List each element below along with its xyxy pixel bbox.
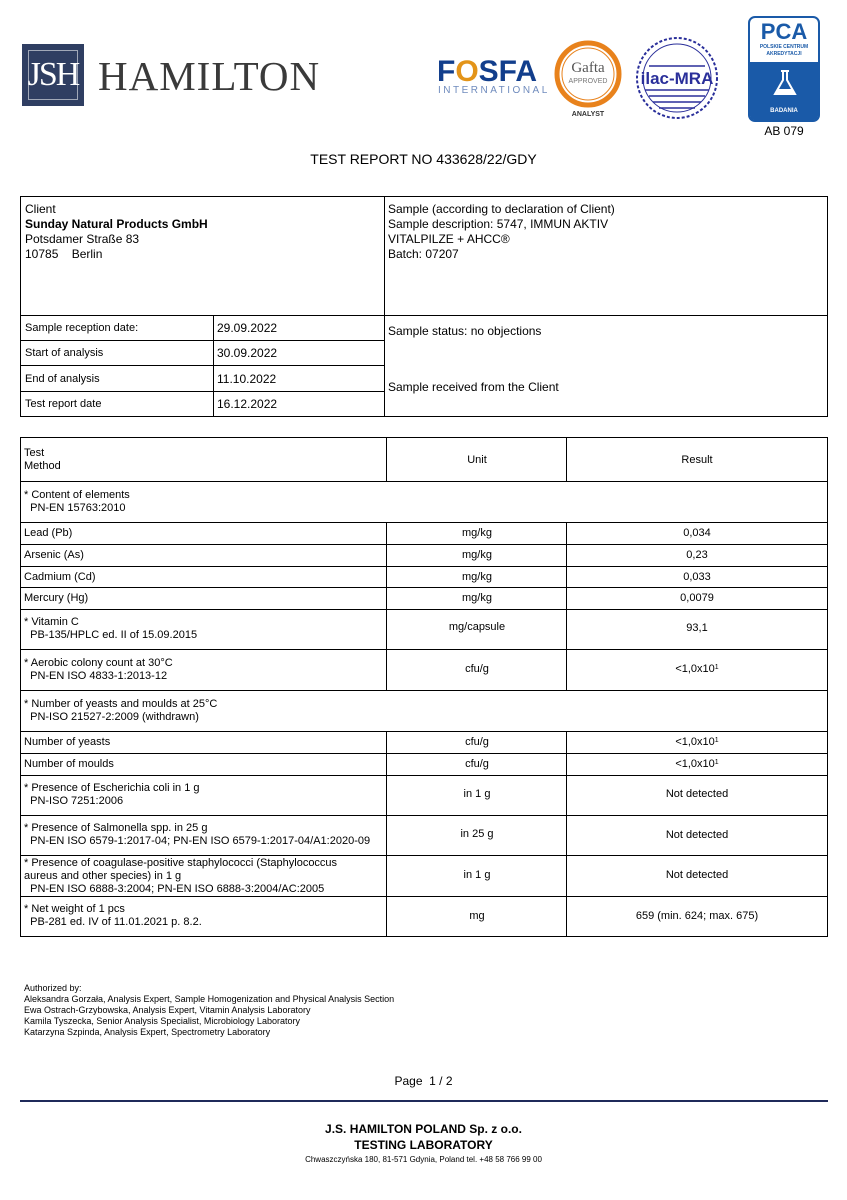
aerobic-name: * Aerobic colony count at 30°C bbox=[24, 657, 173, 669]
lead-result: 0,034 bbox=[683, 527, 711, 539]
table-row bbox=[21, 522, 827, 544]
mercury-result: 0,0079 bbox=[680, 592, 714, 604]
pca-title: PCA bbox=[760, 19, 808, 44]
sample-description-2: VITALPILZE + AHCC® bbox=[388, 232, 510, 246]
sample-heading: Sample (according to declaration of Client) bbox=[388, 202, 615, 216]
netweight-result: 659 (min. 624; max. 675) bbox=[635, 910, 759, 922]
fosfa-word-o: O bbox=[455, 55, 479, 88]
ecoli-method: PN-ISO 7251:2006 bbox=[24, 795, 124, 807]
client-block bbox=[25, 202, 208, 262]
date-value-end: 11.10.2022 bbox=[217, 372, 277, 386]
ecoli-unit: in 1 g bbox=[463, 788, 491, 800]
arsenic-name: Arsenic (As) bbox=[24, 549, 84, 561]
pca-blue-panel bbox=[750, 62, 818, 120]
salmonella-name: * Presence of Salmonella spp. in 25 g bbox=[24, 822, 208, 834]
table-row bbox=[21, 609, 827, 649]
date-label-report: Test report date bbox=[25, 398, 102, 410]
sample-received: Sample received from the Client bbox=[388, 380, 559, 394]
hamilton-wordmark: HAMILTON bbox=[98, 53, 321, 99]
cadmium-name: Cadmium (Cd) bbox=[24, 571, 96, 583]
ilac-mra-logo bbox=[635, 36, 719, 120]
staph-result: Not detected bbox=[665, 869, 729, 881]
ecoli-name: * Presence of Escherichia coli in 1 g bbox=[24, 782, 200, 794]
staph-unit: in 1 g bbox=[463, 869, 491, 881]
footer-company: J.S. HAMILTON POLAND Sp. z o.o. bbox=[325, 1122, 522, 1136]
moulds-result: <1,0x10 bbox=[675, 758, 715, 770]
mercury-name: Mercury (Hg) bbox=[24, 592, 89, 604]
footer-lab: TESTING LABORATORY bbox=[354, 1138, 493, 1152]
lead-name: Lead (Pb) bbox=[24, 527, 73, 539]
footer-divider bbox=[20, 1100, 828, 1102]
fosfa-word-f: F bbox=[437, 55, 456, 88]
page-number: Page 1 / 2 bbox=[394, 1074, 453, 1088]
authorized-person: Katarzyna Szpinda, Analysis Expert, Spectrometry Laboratory bbox=[24, 1027, 271, 1037]
mercury-unit: mg/kg bbox=[462, 592, 492, 604]
results-table bbox=[20, 437, 828, 937]
table-row bbox=[21, 815, 827, 855]
fosfa-subtitle: INTERNATIONAL bbox=[438, 85, 550, 96]
table-row bbox=[21, 731, 827, 753]
sample-description-1: Sample description: 5747, IMMUN AKTIV bbox=[388, 217, 609, 231]
authorized-person: Kamila Tyszecka, Senior Analysis Specialist, Microbiology Laboratory bbox=[24, 1016, 300, 1026]
authorized-person: Ewa Ostrach-Grzybowska, Analysis Expert, Vitamin Analysis Laboratory bbox=[24, 1005, 311, 1015]
footer-address: Chwaszczyńska 180, 81-571 Gdynia, Poland tel. +48 58 766 99 00 bbox=[305, 1155, 542, 1164]
vitc-unit: mg/capsule bbox=[448, 621, 506, 633]
client-city: 10785 Berlin bbox=[25, 247, 103, 261]
moulds-name: Number of moulds bbox=[24, 758, 114, 770]
gafta-analyst: ANALYST bbox=[571, 111, 605, 118]
arsenic-unit: mg/kg bbox=[462, 549, 492, 561]
client-sample-table bbox=[20, 196, 828, 417]
table-row bbox=[21, 753, 827, 775]
salmonella-result: Not detected bbox=[665, 829, 729, 841]
client-street: Potsdamer Straße 83 bbox=[25, 232, 140, 246]
client-name: Sunday Natural Products GmbH bbox=[25, 217, 208, 231]
gafta-title: Gafta bbox=[571, 60, 605, 76]
authorized-block bbox=[24, 983, 394, 1038]
vitc-result: 93,1 bbox=[686, 622, 708, 634]
table-row bbox=[21, 566, 827, 587]
aerobic-result-exponent: 1 bbox=[714, 664, 719, 671]
table-row bbox=[21, 775, 827, 815]
fosfa-logo bbox=[437, 55, 550, 97]
date-value-report: 16.12.2022 bbox=[217, 397, 278, 411]
table-row bbox=[21, 587, 827, 609]
staph-name-2: aureus and other species) in 1 g bbox=[24, 870, 182, 882]
flask-icon bbox=[770, 68, 800, 98]
date-value-reception: 29.09.2022 bbox=[217, 321, 278, 335]
table-row bbox=[21, 544, 827, 566]
table-row bbox=[21, 855, 827, 896]
netweight-unit: mg bbox=[469, 910, 485, 922]
moulds-result-exponent: 1 bbox=[714, 759, 719, 766]
date-label-start: Start of analysis bbox=[25, 347, 104, 359]
accreditation-number: AB 079 bbox=[764, 124, 804, 138]
ym-group-method: PN-ISO 21527-2:2009 (withdrawn) bbox=[24, 711, 199, 723]
header-test: Test bbox=[24, 447, 45, 459]
date-label-reception: Sample reception date: bbox=[25, 322, 139, 334]
elements-group-name: * Content of elements bbox=[24, 489, 130, 501]
netweight-name: * Net weight of 1 pcs bbox=[24, 903, 125, 915]
hamilton-logo bbox=[22, 44, 342, 106]
sample-batch: Batch: 07207 bbox=[388, 247, 459, 261]
arsenic-result: 0,23 bbox=[686, 549, 708, 561]
gafta-logo bbox=[554, 40, 622, 118]
yeasts-name: Number of yeasts bbox=[24, 736, 111, 748]
elements-group-method: PN-EN 15763:2010 bbox=[24, 502, 126, 514]
ecoli-result: Not detected bbox=[665, 788, 729, 800]
moulds-unit: cfu/g bbox=[465, 758, 489, 770]
fosfa-word-rest: SFA bbox=[478, 55, 538, 88]
aerobic-unit: cfu/g bbox=[465, 663, 489, 675]
cadmium-result: 0,033 bbox=[683, 571, 711, 583]
vitc-name: * Vitamin C bbox=[24, 616, 79, 628]
yeasts-result-exponent: 1 bbox=[714, 737, 719, 744]
table-row bbox=[21, 649, 827, 690]
salmonella-method: PN-EN ISO 6579-1:2017-04; PN-EN ISO 6579-1:2017-04/A1:2020-09 bbox=[24, 835, 371, 847]
pca-badge bbox=[748, 16, 820, 122]
table-row bbox=[21, 690, 827, 731]
table-row bbox=[21, 896, 827, 936]
cadmium-unit: mg/kg bbox=[462, 571, 492, 583]
report-title: TEST REPORT NO 433628/22/GDY bbox=[310, 151, 537, 167]
aerobic-method: PN-EN ISO 4833-1:2013-12 bbox=[24, 670, 168, 682]
results-header-row bbox=[21, 438, 827, 481]
pca-badania: BADANIA bbox=[770, 108, 798, 114]
staph-method: PN-EN ISO 6888-3:2004; PN-EN ISO 6888-3:2004/AC:2005 bbox=[24, 883, 325, 895]
sample-block bbox=[388, 202, 615, 262]
staph-name-1: * Presence of coagulase-positive staphylococci (Staphylococcus bbox=[24, 857, 338, 869]
authorized-person: Aleksandra Gorzała, Analysis Expert, Sample Homogenization and Physical Analysis Section bbox=[24, 994, 395, 1004]
salmonella-unit: in 25 g bbox=[460, 828, 494, 840]
ilac-mra-text: ilac-MRA bbox=[640, 69, 714, 88]
netweight-method: PB-281 ed. IV of 11.01.2021 p. 8.2. bbox=[24, 916, 202, 928]
yeasts-unit: cfu/g bbox=[465, 736, 489, 748]
table-row bbox=[21, 481, 827, 522]
header-result: Result bbox=[681, 454, 713, 466]
lead-unit: mg/kg bbox=[462, 527, 492, 539]
gafta-approved: APPROVED bbox=[568, 78, 608, 85]
client-heading: Client bbox=[25, 202, 56, 216]
jsh-monogram: JSH bbox=[22, 44, 84, 106]
header-method: Method bbox=[24, 460, 61, 472]
pca-sub-2: AKREDYTACJI bbox=[766, 51, 802, 57]
date-label-end: End of analysis bbox=[25, 373, 100, 385]
yeasts-result: <1,0x10 bbox=[675, 736, 715, 748]
vitc-method: PB-135/HPLC ed. II of 15.09.2015 bbox=[24, 629, 198, 641]
pca-sub-1: POLSKIE CENTRUM bbox=[759, 44, 809, 50]
aerobic-result: <1,0x10 bbox=[675, 663, 715, 675]
ym-group-name: * Number of yeasts and moulds at 25°C bbox=[24, 698, 218, 710]
date-value-start: 30.09.2022 bbox=[217, 346, 278, 360]
header-unit: Unit bbox=[467, 454, 487, 466]
authorized-heading: Authorized by: bbox=[24, 983, 82, 993]
sample-status: Sample status: no objections bbox=[388, 324, 542, 338]
